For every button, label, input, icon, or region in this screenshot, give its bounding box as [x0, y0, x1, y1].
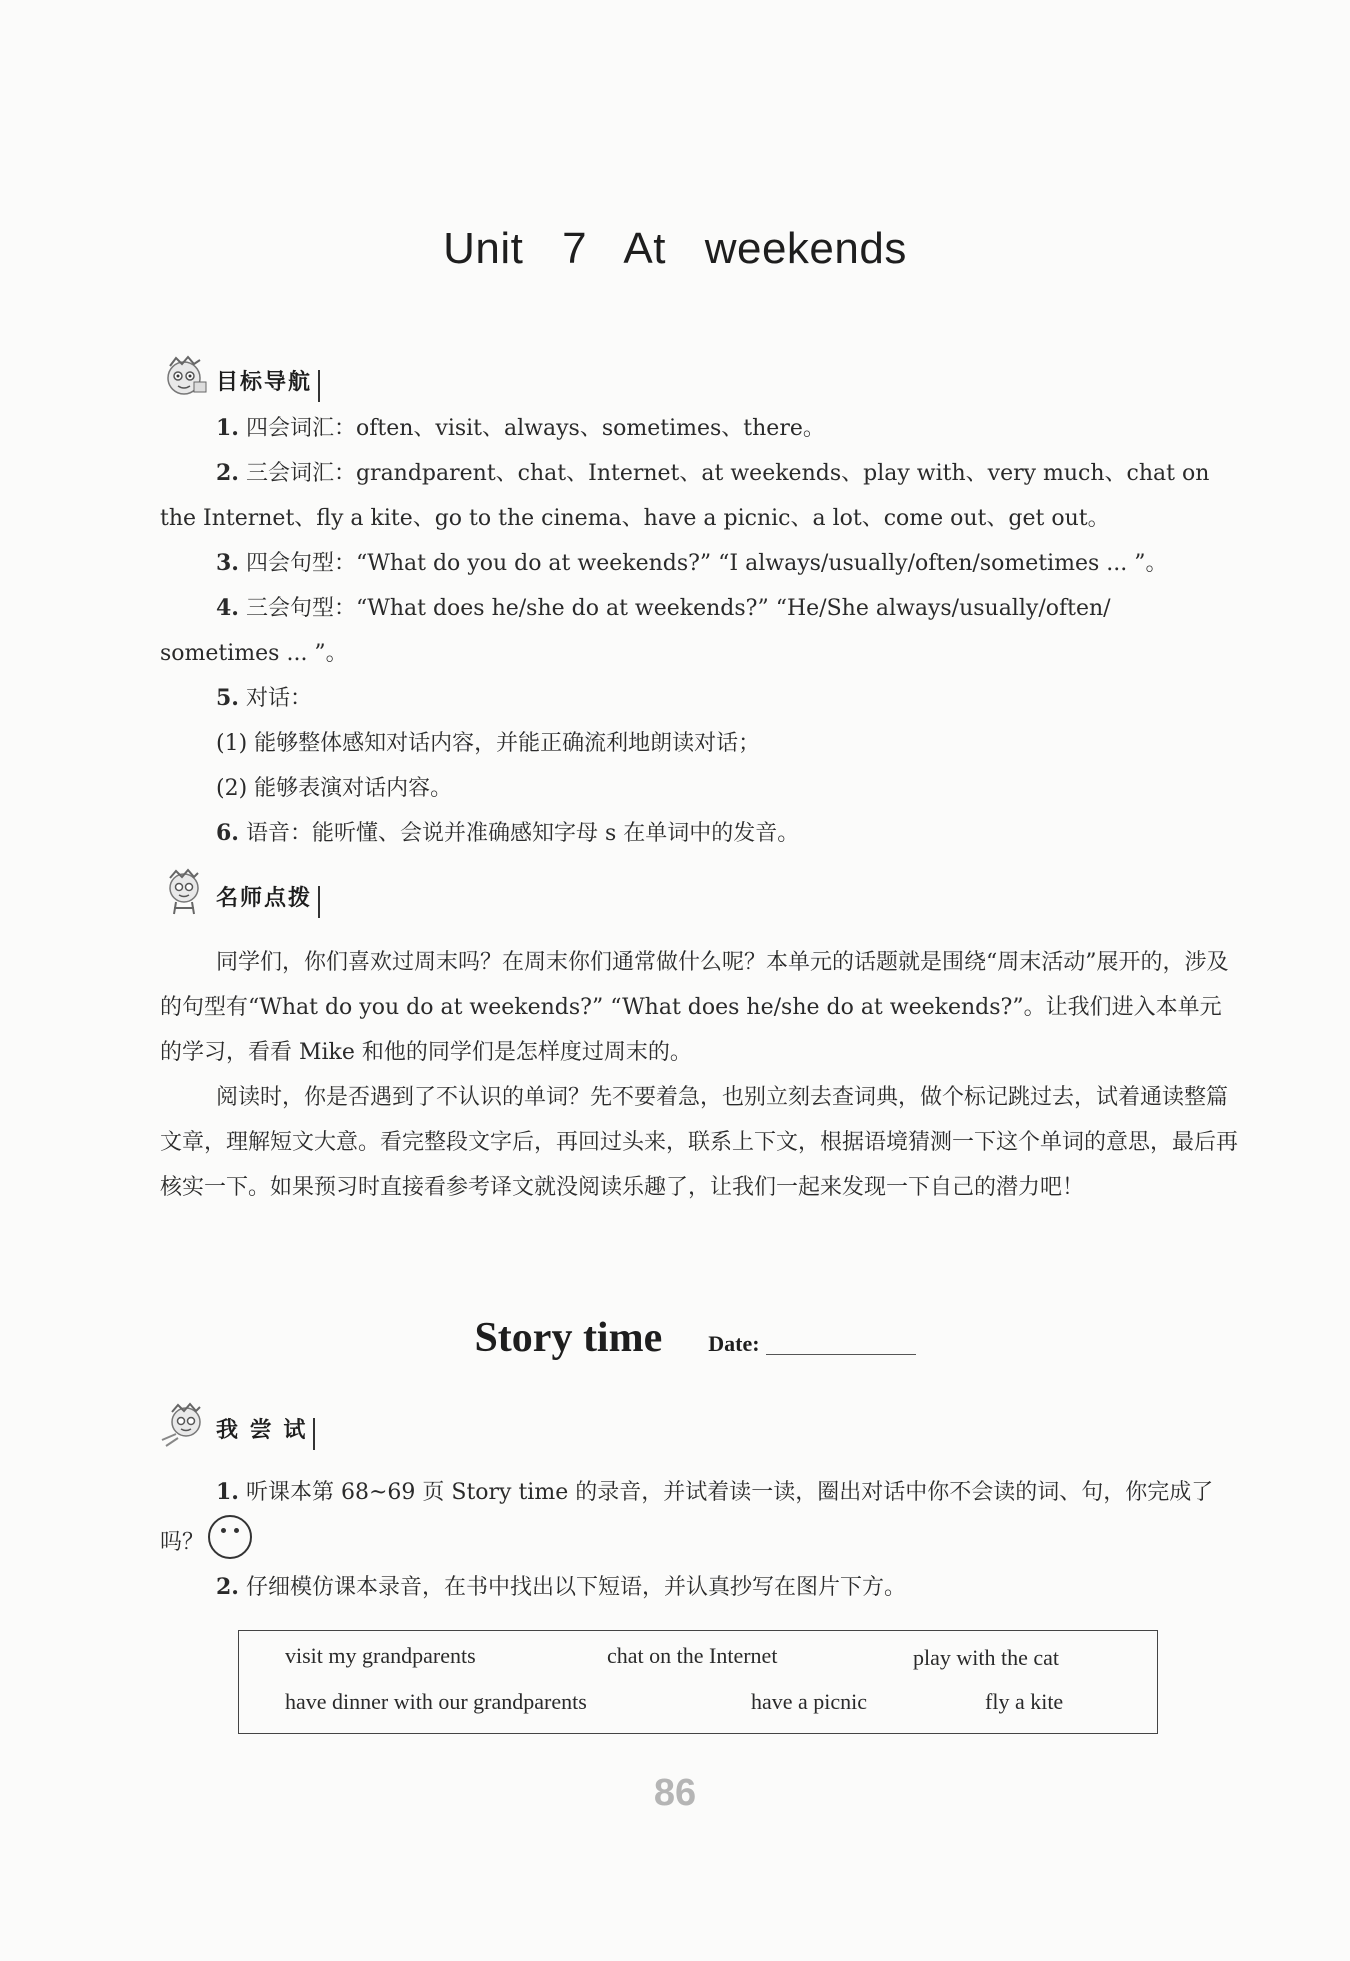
try-label: 我 尝 试	[214, 1418, 315, 1450]
task-number: 1.	[216, 1479, 239, 1505]
goal-subitem: (1) 能够整体感知对话内容，并能正确流利地朗读对话；	[216, 731, 761, 756]
task-text: 仔细模仿课本录音，在书中找出以下短语，并认真抄写在图片下方。	[245, 1575, 906, 1600]
task-text: 听课本第 68~69 页 Story time 的录音，并试着读一读，圈出对话中你不会读的词、句，你完成了吗？	[160, 1480, 1214, 1555]
goal-text: 对话：	[245, 686, 312, 711]
goal-text-continuation: sometimes ... ”。	[160, 641, 348, 666]
unit-title: Unit 7 At weekends	[443, 224, 907, 273]
goal-number: 5.	[216, 685, 239, 711]
teacher-mascot-icon	[160, 868, 210, 918]
phrase-item: play with the cat	[913, 1645, 1060, 1670]
story-time-title: Story time	[474, 1315, 663, 1361]
goal-number: 1.	[216, 415, 239, 441]
phrase-item: have dinner with our grandparents	[285, 1689, 587, 1714]
phrase-item: visit my grandparents	[285, 1643, 476, 1668]
goals-section-header	[160, 348, 320, 402]
goal-text: 三会词汇：grandparent、chat、Internet、at weekends、play with、very much、chat on	[245, 461, 1210, 486]
tips-paragraph: 同学们，你们喜欢过周末吗？在周末你们通常做什么呢？本单元的话题就是围绕“周末活动”展开的，涉及的句型有“What do you do at weekends?” “What does he/she do at weekends?”。让我们进入本单元的学习，看看 Mike 和他的同学们是怎样度过周末的。	[160, 950, 1229, 1065]
goal-number: 6.	[216, 820, 239, 846]
goal-subitem: (2) 能够表演对话内容。	[216, 776, 453, 801]
tips-text	[160, 940, 1240, 1210]
goals-label: 目标导航	[214, 370, 320, 402]
goal-text: 四会词汇：often、visit、always、sometimes、there。	[245, 416, 825, 441]
tips-section-header	[160, 864, 320, 918]
task-number: 2.	[216, 1574, 239, 1600]
goals-list	[160, 406, 1240, 856]
try-section-header	[160, 1396, 315, 1450]
goal-number: 4.	[216, 595, 239, 621]
mascot-icon	[160, 1400, 210, 1450]
mascot-icon	[160, 352, 210, 402]
phrase-box	[238, 1630, 1158, 1734]
smiley-face-icon	[208, 1515, 252, 1559]
date-blank[interactable]	[766, 1354, 916, 1355]
phrase-item: have a picnic	[751, 1689, 868, 1714]
date-label: Date:	[708, 1331, 760, 1356]
try-tasks	[160, 1470, 1240, 1610]
tips-paragraph: 阅读时，你是否遇到了不认识的单词？先不要着急，也别立刻去查词典，做个标记跳过去，试着通读整篇文章，理解短文大意。看完整段文字后，再回过头来，联系上下文，根据语境猜测一下这个单词的意思，最后再核实一下。如果预习时直接看参考译文就没阅读乐趣了，让我们一起来发现一下自己的潜力吧！	[160, 1085, 1239, 1200]
tips-label: 名师点拨	[214, 886, 320, 918]
goal-number: 3.	[216, 550, 239, 576]
goal-number: 2.	[216, 460, 239, 486]
story-time-heading	[0, 1314, 1350, 1362]
phrase-item: fly a kite	[985, 1689, 1064, 1714]
goal-text: 四会句型：“What do you do at weekends?” “I always/usually/often/sometimes ... ”。	[245, 551, 1168, 576]
goal-text: 三会句型：“What does he/she do at weekends?” “He/She always/usually/often/	[245, 596, 1111, 621]
goal-text: 语音：能听懂、会说并准确感知字母 s 在单词中的发音。	[245, 821, 800, 846]
phrase-item: chat on the Internet	[607, 1643, 778, 1668]
page-number: 86	[653, 1772, 697, 1814]
goal-text-continuation: the Internet、fly a kite、go to the cinema、have a picnic、a lot、come out、get out。	[160, 506, 1110, 531]
